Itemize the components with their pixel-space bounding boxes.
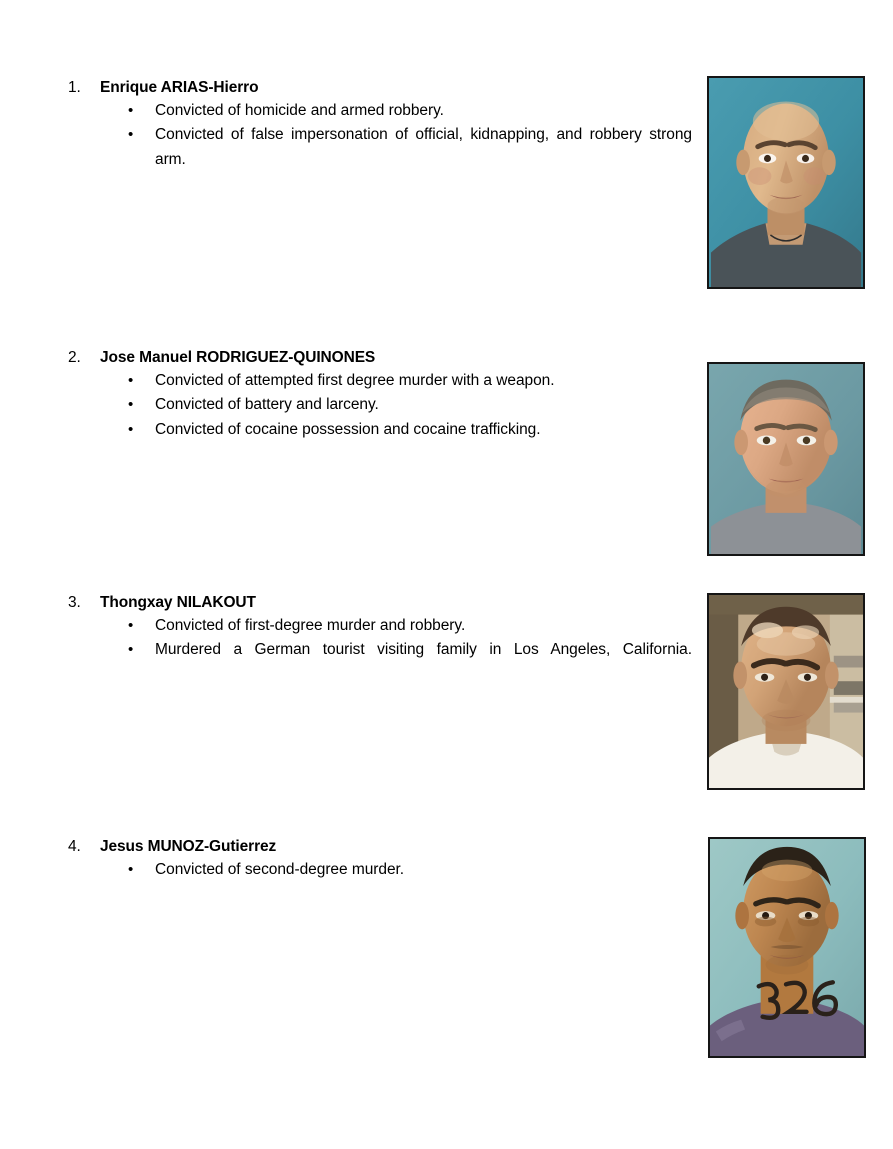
bullet-item: [68, 123, 692, 196]
entry-number: 3.: [68, 594, 81, 611]
bullet-dot-icon: •: [128, 101, 134, 119]
bullet-text: Convicted of attempted first degree murder with a weapon.: [155, 371, 555, 389]
bullet-text: Convicted of false impersonation of official, kidnapping, and robbery strong arm.: [155, 126, 692, 168]
bullet-item: [68, 638, 692, 687]
bullet-dot-icon: •: [128, 616, 134, 634]
bullet-list: [68, 858, 692, 882]
bullet-dot-icon: •: [128, 641, 134, 659]
bullet-dot-icon: •: [128, 396, 134, 414]
bullet-dot-icon: •: [128, 860, 134, 878]
mugshot-photo: [707, 362, 865, 556]
mugshot-photo: [708, 837, 866, 1058]
bullet-item: [68, 393, 692, 417]
entry-heading: [68, 348, 692, 369]
entry-name: Thongxay NILAKOUT: [100, 594, 256, 611]
mugshot-illustration: [709, 78, 863, 287]
bullet-dot-icon: •: [128, 371, 134, 389]
mugshot-illustration: [709, 364, 863, 554]
bullet-text: Convicted of cocaine possession and cocaine trafficking.: [155, 420, 541, 438]
bullet-text: Convicted of battery and larceny.: [155, 396, 379, 414]
bullet-list: [68, 369, 692, 442]
bullet-item: [68, 99, 692, 123]
bullet-dot-icon: •: [128, 126, 134, 144]
entry-heading: [68, 837, 692, 858]
entry-text-block: [68, 348, 692, 442]
bullet-text: Convicted of second-degree murder.: [155, 860, 405, 878]
entry-name: Jesus MUNOZ-Gutierrez: [100, 838, 277, 855]
bullet-list: [68, 614, 692, 687]
mugshot-photo: [707, 593, 865, 790]
entry-name: Enrique ARIAS-Hierro: [100, 79, 259, 96]
bullet-text: Convicted of first-degree murder and robbery.: [155, 616, 466, 634]
bullet-text: Convicted of homicide and armed robbery.: [155, 101, 444, 119]
bullet-item: [68, 418, 692, 442]
bullet-item: [68, 369, 692, 393]
bullet-item: [68, 614, 692, 638]
entry-heading: [68, 78, 692, 99]
mugshot-photo: [707, 76, 865, 289]
entry-text-block: [68, 837, 692, 882]
entry-number: 2.: [68, 349, 81, 366]
bullet-text: Murdered a German tourist visiting family in Los Angeles, California.: [155, 641, 692, 659]
entry-text-block: [68, 78, 692, 197]
mugshot-illustration: [709, 595, 863, 788]
entry-number: 1.: [68, 79, 81, 96]
bullet-dot-icon: •: [128, 420, 134, 438]
entry-text-block: [68, 593, 692, 687]
bullet-list: [68, 99, 692, 197]
entry-number: 4.: [68, 838, 81, 855]
bullet-item: [68, 858, 692, 882]
mugshot-illustration: [710, 839, 864, 1056]
entry-heading: [68, 593, 692, 614]
entry-name: Jose Manuel RODRIGUEZ-QUINONES: [100, 349, 376, 366]
